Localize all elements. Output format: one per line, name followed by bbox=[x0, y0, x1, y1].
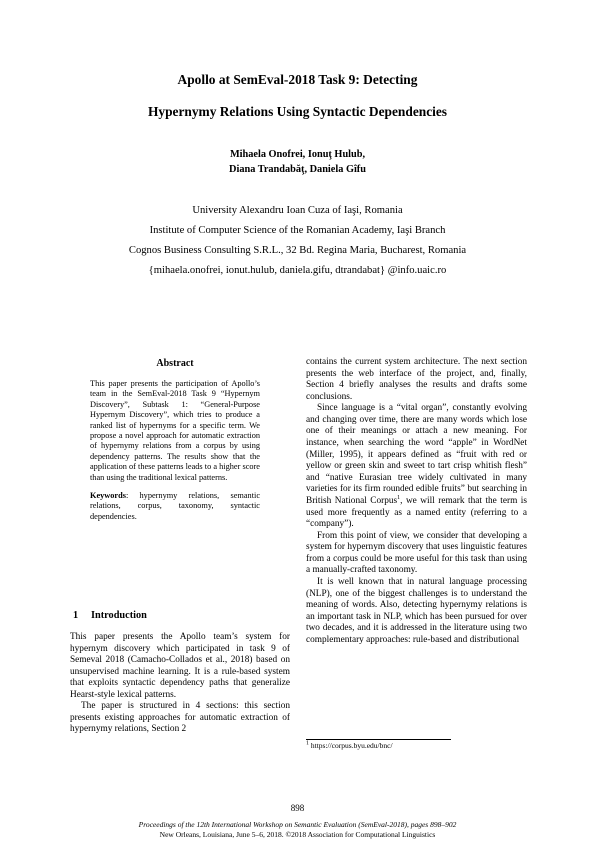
venue-copyright: New Orleans, Louisiana, June 5–6, 2018. ©2018 Association for Computational Linguistics bbox=[159, 830, 436, 839]
authors-line-2: Diana Trandabăţ, Daniela Gîfu bbox=[229, 164, 366, 175]
abstract-section bbox=[90, 379, 260, 530]
footnote-number: 1 bbox=[306, 740, 309, 747]
paper-title-line-2: Hypernymy Relations Using Syntactic Dependencies bbox=[147, 104, 448, 119]
abstract-heading: Abstract bbox=[156, 358, 194, 369]
affiliation-institute: Institute of Computer Science of the Romanian Academy, Iaşi Branch bbox=[149, 225, 446, 236]
footnote-marker[interactable]: 1 bbox=[397, 494, 401, 501]
abstract-body: This paper presents the participation of Apollo’s team in the SemEval-2018 Task 9 “Hypernym Discovery”, Subtask 1: “General-Purpose Hypernym Discovery”, which tries to produce a ranked list of hypernyms for a specific term. We propose a novel approach for automatic extraction of hypernymy relations from a corpus by using dependency patterns. The results show that the application of these patterns leads to a higher score than using the traditional lexical patterns. bbox=[90, 379, 260, 482]
right-paragraph-2-text: Since language is a “vital organ”, constantly evolving and changing over time, there are many words which lose one of their meanings or attach a new meaning. For instance, when searching the word “apple” in WordNet (Miller, 1995), it appears defined as “fruit with red or yellow or green skin and sweet to tart crisp whitish flesh” and “native Eurasian tree widely cultivated in many varieties for its firm rounded edible fruits” but searching in British National Corpus bbox=[306, 403, 527, 506]
right-paragraph-2 bbox=[306, 403, 527, 530]
affiliation-company: Cognos Business Consulting S.R.L., 32 Bd. Regina Maria, Bucharest, Romania bbox=[128, 245, 467, 256]
page-number: 898 bbox=[290, 803, 305, 813]
author-emails: {mihaela.onofrei, ionut.hulub, daniela.gifu, dtrandabat} @info.uaic.ro bbox=[148, 265, 447, 276]
keywords-label: Keywords bbox=[90, 491, 126, 501]
right-paragraph-1: contains the current system architecture. The next section presents the web interface of the project, and, finally, Section 4 briefly analyses the results and drafts some conclusions. bbox=[306, 357, 527, 402]
section-number: 1 bbox=[73, 610, 79, 621]
footnote-divider bbox=[306, 739, 451, 740]
left-column-body bbox=[70, 632, 290, 736]
authors-line-1: Mihaela Onofrei, Ionuţ Hulub, bbox=[229, 149, 366, 160]
footnote bbox=[306, 741, 393, 750]
section-title: Introduction bbox=[91, 610, 147, 621]
affiliation-university: University Alexandru Ioan Cuza of Iaşi, Romania bbox=[192, 205, 403, 216]
right-column-body bbox=[306, 357, 527, 646]
paper-title-line-1: Apollo at SemEval-2018 Task 9: Detecting bbox=[177, 72, 418, 87]
keywords-paragraph bbox=[90, 491, 260, 522]
right-paragraph-3: From this point of view, we consider that developing a system for hypernym discovery that uses linguistic features from a corpus could be more useful for this task than using a manually-crafted taxonomy. bbox=[306, 530, 527, 576]
right-paragraph-2-continuation: , we will remark that the term is used more frequently as a named entity (referring to a “company”). bbox=[306, 495, 527, 530]
section-heading-introduction bbox=[73, 610, 147, 621]
intro-paragraph-1: This paper presents the Apollo team’s system for hypernym discovery which participated in task 9 of Semeval 2018 (Camacho-Collados et al., 2018) based on unsupervised machine learning. It is a rule-based system that exploits syntactic dependency paths that generalize Hearst-style lexical patterns. bbox=[70, 632, 290, 700]
right-paragraph-4: It is well known that in natural language processing (NLP), one of the biggest challenges is to understand the meaning of words. Also, detecting hypernymy relations is an important task in NLP, which has been pursued for over two decades, and it is addressed in the literature using two complementary approaches: rule-based and distributional bbox=[306, 576, 527, 645]
keywords-text: : hypernymy relations, semantic relations, corpus, taxonomy, syntactic dependencies. bbox=[90, 491, 260, 521]
intro-paragraph-2: The paper is structured in 4 sections: this section presents existing approaches for automatic extraction of hypernymy relations, Section 2 bbox=[70, 701, 290, 734]
footnote-link[interactable]: https://corpus.byu.edu/bnc/ bbox=[310, 741, 393, 750]
proceedings-citation: Proceedings of the 12th International Workshop on Semantic Evaluation (SemEval-2018), pages 898–902 bbox=[138, 820, 457, 829]
